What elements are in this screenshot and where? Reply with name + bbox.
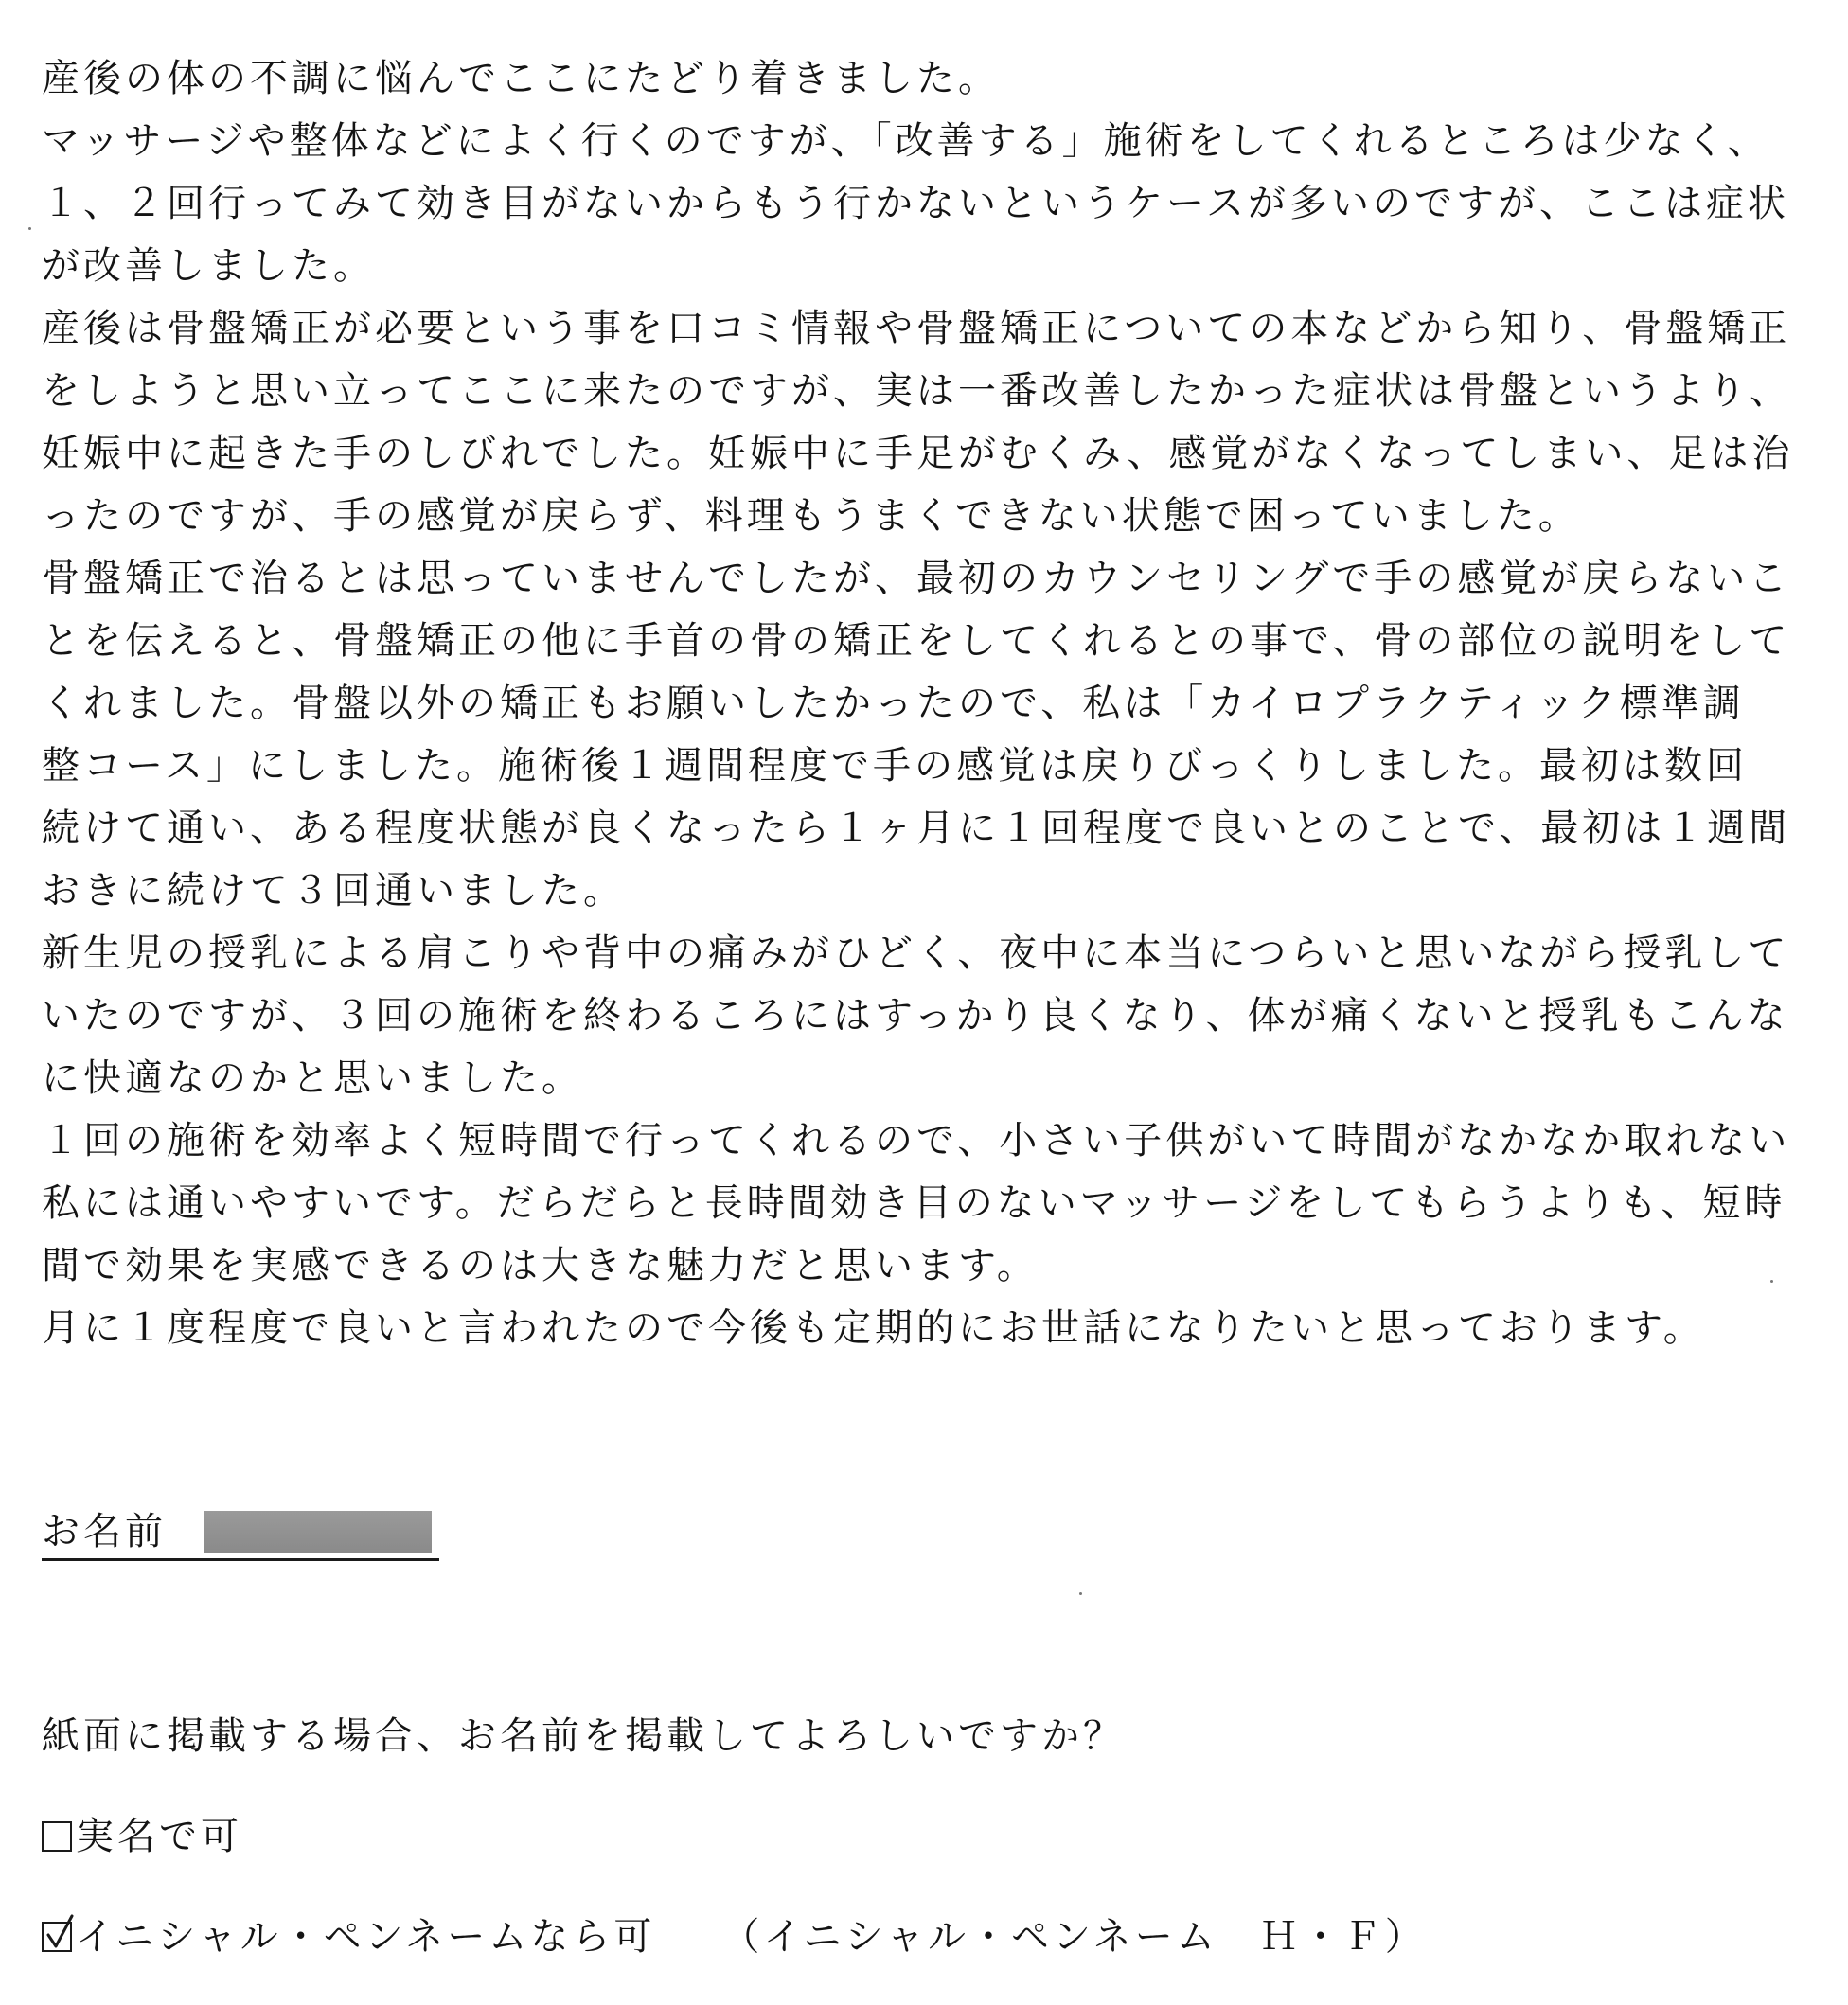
option-real-name[interactable] [42, 1810, 242, 1863]
option-real-name-label: 実名で可 [76, 1815, 242, 1858]
body-line: に快適なのかと思いました。 [42, 1056, 583, 1100]
body-line: をしようと思い立ってここに来たのですが、実は一番改善したかった症状は骨盤というより、 [42, 369, 1791, 413]
body-line: ったのですが、手の感覚が戻らず、料理もうまくできない状態で困っていました。 [42, 494, 1580, 538]
scan-speck [1079, 1592, 1082, 1595]
name-label: お名前 [42, 1510, 167, 1553]
body-line: 私には通いやすいです。だらだらと長時間効き目のないマッサージをしてもらうよりも、短時 [42, 1181, 1786, 1225]
scan-speck [28, 227, 31, 230]
checkbox-real-name[interactable] [42, 1821, 72, 1852]
checkbox-initial-pen-name[interactable] [42, 1922, 72, 1952]
scan-speck [1770, 1280, 1773, 1283]
body-line: 間で効果を実感できるのは大きな魅力だと思います。 [42, 1244, 1039, 1287]
body-line: 月に１度程度で良いと言われたので今後も定期的にお世話になりたいと思っております。 [42, 1306, 1705, 1350]
pen-name-detail: （イニシャル・ペンネーム Ｈ・Ｆ） [721, 1915, 1427, 1959]
body-line: １回の施術を効率よく短時間で行ってくれるので、小さい子供がいて時間がなかなか取れない [42, 1119, 1791, 1162]
body-line: 続けて通い、ある程度状態が良くなったら１ヶ月に１回程度で良いとのことで、最初は１週間 [42, 807, 1791, 850]
body-line: とを伝えると、骨盤矯正の他に手首の骨の矯正をしてくれるとの事で、骨の部位の説明をして [42, 619, 1791, 663]
body-line: 骨盤矯正で治るとは思っていませんでしたが、最初のカウンセリングで手の感覚が戻らないこ [42, 557, 1791, 600]
body-line: 整コース」にしました。施術後１週間程度で手の感覚は戻りびっくりしました。最初は数回 [42, 744, 1748, 788]
body-line: 新生児の授乳による肩こりや背中の痛みがひどく、夜中に本当につらいと思いながら授乳して [42, 932, 1790, 975]
testimonial-body [42, 47, 1821, 1359]
option-initial-pen-name-label: イニシャル・ペンネームなら可 [76, 1915, 656, 1959]
body-line: おきに続けて３回通いました。 [42, 869, 625, 913]
body-line: １、２回行ってみて効き目がないからもう行かないというケースが多いのですが、ここは症状 [42, 182, 1789, 225]
body-line: が改善しました。 [42, 244, 375, 288]
body-line: マッサージや整体などによく行くのですが、「改善する」施術をしてくれるところは少なく、 [42, 119, 1769, 163]
body-line: くれました。骨盤以外の矯正もお願いしたかったので、私は「カイロプラクティック標準調 [42, 682, 1745, 725]
name-field [42, 1505, 439, 1561]
check-mark-icon [45, 1914, 74, 1950]
redacted-name [204, 1511, 432, 1553]
body-line: いたのですが、３回の施術を終わるころにはすっかり良くなり、体が痛くないと授乳もこんな [42, 994, 1789, 1038]
publish-question: 紙面に掲載する場合、お名前を掲載してよろしいですか？ [42, 1714, 1125, 1758]
body-line: 産後は骨盤矯正が必要という事を口コミ情報や骨盤矯正についての本などから知り、骨盤矯正 [42, 307, 1791, 350]
body-line: 妊娠中に起きた手のしびれでした。妊娠中に手足がむくみ、感覚がなくなってしまい、足は治 [42, 432, 1794, 475]
body-line: 産後の体の不調に悩んでここにたどり着きました。 [42, 57, 1000, 100]
option-initial-pen-name[interactable] [42, 1910, 1427, 1963]
